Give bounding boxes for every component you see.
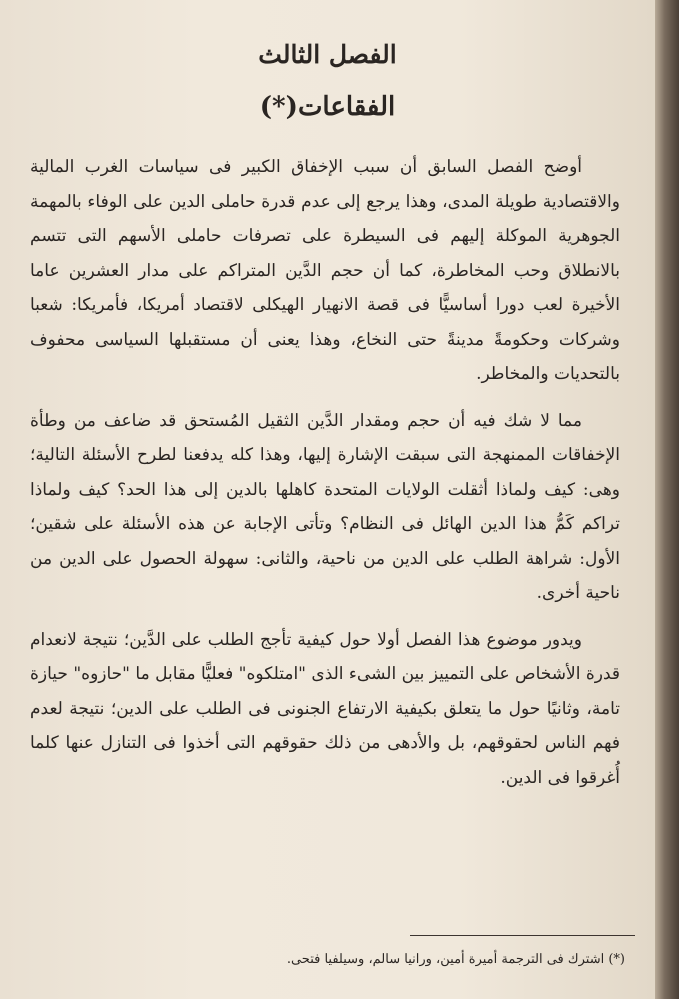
paragraph: ويدور موضوع هذا الفصل أولا حول كيفية تأجج الطلب على الدَّين؛ نتيجة لانعدام قدرة الأشخاص على التمييز بين الشىء الذى "امتلكوه" فعليًّا مقابل ما "حازوه" حيازة تامة، وثانيًا حول ما يتعلق بكيفية الارتفاع الجنونى فى الطلب على الدين؛ نتيجة لعدم فهم الناس لحقوقهم، بل والأدهى من ذلك حقوقهم التى أخذوا فى التنازل عنها كلما أُغرقوا فى الدين. (30, 629, 620, 788)
chapter-heading: الفصل الثالث (258, 40, 397, 69)
paragraph: مما لا شك فيه أن حجم ومقدار الدَّين الثقيل المُستحق قد ضاعف من وطأة الإخفاقات الممنهجة التى سبقت الإشارة إليها، وهذا كله يدفعنا لطرح الأسئلة التالية؛ وهى: كيف ولماذا أثقلت الولايات المتحدة كاهلها بالدين إلى هذا الحد؟ كيف ولماذا تراكم كَمُّ هذا الدين الهائل فى النظام؟ وتأتى الإجابة عن هذه الأسئلة على شقين؛ الأول: شراهة الطلب على الدين من ناحية، والثانى: سهولة الحصول على الدين من ناحية أخرى. (30, 410, 620, 603)
page-edge (655, 0, 679, 999)
footnote-divider (410, 935, 635, 936)
chapter-title: الفقاعات(*) (259, 92, 396, 122)
body-text (30, 150, 620, 807)
footnote: (*) اشترك فى الترجمة أميرة أمين، ورانيا سالم، وسيلفيا فتحى. (286, 952, 625, 967)
paragraph: أوضح الفصل السابق أن سبب الإخفاق الكبير فى سياسات الغرب المالية والاقتصادية طويلة المدى، وهذا يرجع إلى عدم قدرة حاملى الدين على الوفاء بالمهمة الجوهرية الموكلة إليهم فى السيطرة على تصرفات حاملى الأسهم التى تتسم بالانطلاق وحب المخاطرة، كما أن حجم الدَّين المتراكم على مدار العشرين عاما الأخيرة لعب دورا أساسيًّا فى قصة الانهيار الهيكلى لاقتصاد أمريكا، فأمريكا: شعبا وشركات وحكومةً مدينةً حتى النخاع، وهذا يعنى أن مستقبلها السياسى محفوف بالتحديات والمخاطر. (30, 157, 621, 384)
